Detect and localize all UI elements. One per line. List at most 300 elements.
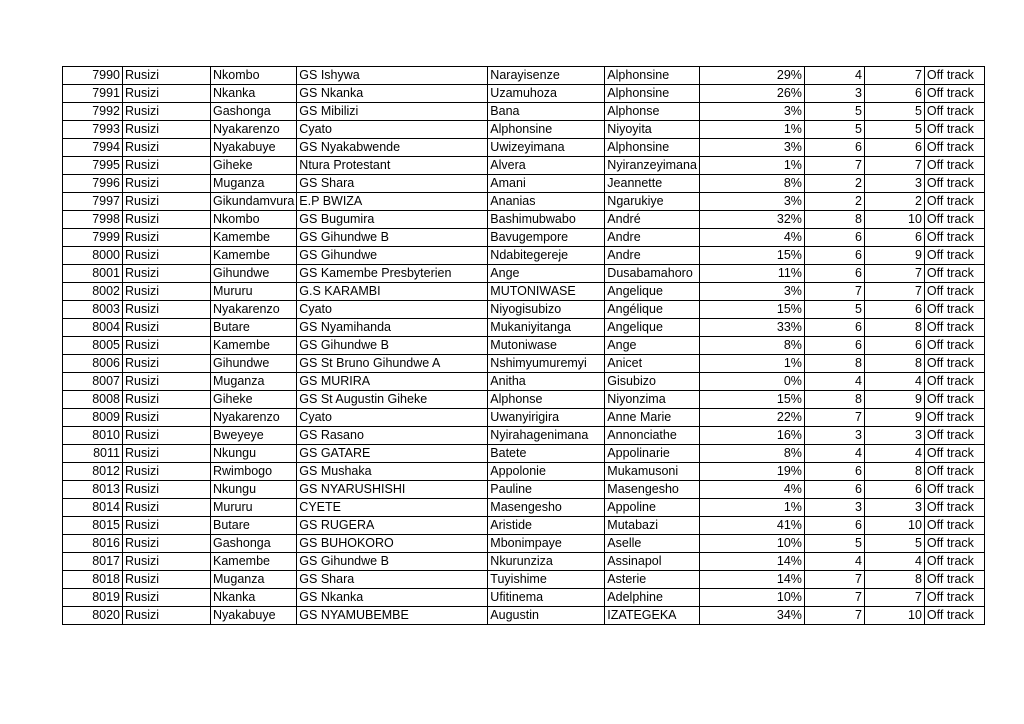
school-cell: GS St Bruno Gihundwe A: [297, 355, 488, 373]
score-a-cell: 7: [804, 589, 864, 607]
district-cell: Rusizi: [123, 283, 211, 301]
status-cell: Off track: [924, 607, 984, 625]
row-number-cell: 7994: [63, 139, 123, 157]
score-a-cell: 6: [804, 337, 864, 355]
sector-cell: Giheke: [211, 157, 297, 175]
last-name-cell: Batete: [488, 445, 605, 463]
school-cell: Cyato: [297, 409, 488, 427]
school-cell: GS Gihundwe B: [297, 337, 488, 355]
score-b-cell: 5: [864, 121, 924, 139]
school-cell: G.S KARAMBI: [297, 283, 488, 301]
percent-cell: 22%: [699, 409, 804, 427]
sector-cell: Gashonga: [211, 103, 297, 121]
district-cell: Rusizi: [123, 337, 211, 355]
last-name-cell: Ananias: [488, 193, 605, 211]
status-cell: Off track: [924, 463, 984, 481]
row-number-cell: 8018: [63, 571, 123, 589]
row-number-cell: 8016: [63, 535, 123, 553]
score-a-cell: 6: [804, 517, 864, 535]
district-cell: Rusizi: [123, 355, 211, 373]
status-cell: Off track: [924, 265, 984, 283]
table-row: [63, 157, 985, 175]
first-name-cell: Niyoyita: [605, 121, 700, 139]
district-cell: Rusizi: [123, 499, 211, 517]
last-name-cell: Bashimubwabo: [488, 211, 605, 229]
first-name-cell: Gisubizo: [605, 373, 700, 391]
percent-cell: 34%: [699, 607, 804, 625]
sector-cell: Gikundamvura: [211, 193, 297, 211]
score-a-cell: 5: [804, 535, 864, 553]
last-name-cell: Masengesho: [488, 499, 605, 517]
score-b-cell: 8: [864, 319, 924, 337]
last-name-cell: Bana: [488, 103, 605, 121]
score-b-cell: 7: [864, 157, 924, 175]
score-a-cell: 2: [804, 193, 864, 211]
status-cell: Off track: [924, 445, 984, 463]
first-name-cell: Niyonzima: [605, 391, 700, 409]
percent-cell: 3%: [699, 283, 804, 301]
first-name-cell: Andre: [605, 247, 700, 265]
first-name-cell: Appoline: [605, 499, 700, 517]
school-cell: GS Gihundwe: [297, 247, 488, 265]
table-row: [63, 85, 985, 103]
school-cell: Ntura Protestant: [297, 157, 488, 175]
percent-cell: 29%: [699, 67, 804, 85]
last-name-cell: MUTONIWASE: [488, 283, 605, 301]
first-name-cell: Alphonsine: [605, 139, 700, 157]
row-number-cell: 7993: [63, 121, 123, 139]
school-cell: GS MURIRA: [297, 373, 488, 391]
last-name-cell: Mukaniyitanga: [488, 319, 605, 337]
sector-cell: Nkungu: [211, 445, 297, 463]
sector-cell: Rwimbogo: [211, 463, 297, 481]
percent-cell: 8%: [699, 337, 804, 355]
table-row: [63, 229, 985, 247]
row-number-cell: 8020: [63, 607, 123, 625]
row-number-cell: 8014: [63, 499, 123, 517]
sector-cell: Nyakarenzo: [211, 121, 297, 139]
score-a-cell: 8: [804, 211, 864, 229]
percent-cell: 3%: [699, 139, 804, 157]
row-number-cell: 7996: [63, 175, 123, 193]
status-cell: Off track: [924, 121, 984, 139]
sector-cell: Kamembe: [211, 247, 297, 265]
district-cell: Rusizi: [123, 229, 211, 247]
score-b-cell: 9: [864, 391, 924, 409]
percent-cell: 16%: [699, 427, 804, 445]
table-row: [63, 535, 985, 553]
school-cell: CYETE: [297, 499, 488, 517]
table-row: [63, 121, 985, 139]
percent-cell: 1%: [699, 121, 804, 139]
last-name-cell: Tuyishime: [488, 571, 605, 589]
status-cell: Off track: [924, 139, 984, 157]
score-b-cell: 6: [864, 229, 924, 247]
percent-cell: 15%: [699, 247, 804, 265]
score-b-cell: 4: [864, 553, 924, 571]
last-name-cell: Ndabitegereje: [488, 247, 605, 265]
status-cell: Off track: [924, 319, 984, 337]
last-name-cell: Anitha: [488, 373, 605, 391]
sector-cell: Kamembe: [211, 553, 297, 571]
table-row: [63, 355, 985, 373]
row-number-cell: 8004: [63, 319, 123, 337]
score-a-cell: 2: [804, 175, 864, 193]
row-number-cell: 7990: [63, 67, 123, 85]
row-number-cell: 7998: [63, 211, 123, 229]
sector-cell: Bweyeye: [211, 427, 297, 445]
percent-cell: 3%: [699, 193, 804, 211]
school-cell: GS Bugumira: [297, 211, 488, 229]
district-cell: Rusizi: [123, 301, 211, 319]
sector-cell: Nkombo: [211, 67, 297, 85]
row-number-cell: 7991: [63, 85, 123, 103]
table-row: [63, 139, 985, 157]
table-row: [63, 211, 985, 229]
row-number-cell: 8008: [63, 391, 123, 409]
table-row: [63, 607, 985, 625]
score-a-cell: 3: [804, 499, 864, 517]
first-name-cell: Jeannette: [605, 175, 700, 193]
sector-cell: Gihundwe: [211, 355, 297, 373]
first-name-cell: Mukamusoni: [605, 463, 700, 481]
sector-cell: Mururu: [211, 283, 297, 301]
district-cell: Rusizi: [123, 445, 211, 463]
last-name-cell: Aristide: [488, 517, 605, 535]
district-cell: Rusizi: [123, 571, 211, 589]
school-cell: GS NYAMUBEMBE: [297, 607, 488, 625]
score-a-cell: 4: [804, 553, 864, 571]
row-number-cell: 8006: [63, 355, 123, 373]
score-b-cell: 3: [864, 499, 924, 517]
score-a-cell: 4: [804, 67, 864, 85]
sector-cell: Butare: [211, 517, 297, 535]
row-number-cell: 8015: [63, 517, 123, 535]
percent-cell: 1%: [699, 499, 804, 517]
percent-cell: 0%: [699, 373, 804, 391]
last-name-cell: Narayisenze: [488, 67, 605, 85]
table-row: [63, 589, 985, 607]
status-cell: Off track: [924, 283, 984, 301]
last-name-cell: Alphonsine: [488, 121, 605, 139]
district-cell: Rusizi: [123, 211, 211, 229]
last-name-cell: Bavugempore: [488, 229, 605, 247]
first-name-cell: Andre: [605, 229, 700, 247]
table-row: [63, 409, 985, 427]
status-cell: Off track: [924, 67, 984, 85]
school-cell: GS Gihundwe B: [297, 229, 488, 247]
status-cell: Off track: [924, 301, 984, 319]
table-row: [63, 193, 985, 211]
status-cell: Off track: [924, 247, 984, 265]
score-b-cell: 7: [864, 265, 924, 283]
score-a-cell: 6: [804, 463, 864, 481]
score-b-cell: 4: [864, 373, 924, 391]
score-b-cell: 8: [864, 355, 924, 373]
score-b-cell: 4: [864, 445, 924, 463]
status-cell: Off track: [924, 481, 984, 499]
score-a-cell: 7: [804, 571, 864, 589]
score-a-cell: 8: [804, 355, 864, 373]
first-name-cell: Assinapol: [605, 553, 700, 571]
first-name-cell: IZATEGEKA: [605, 607, 700, 625]
status-cell: Off track: [924, 571, 984, 589]
school-cell: GS NYARUSHISHI: [297, 481, 488, 499]
last-name-cell: Mutoniwase: [488, 337, 605, 355]
percent-cell: 1%: [699, 355, 804, 373]
score-a-cell: 6: [804, 481, 864, 499]
percent-cell: 15%: [699, 301, 804, 319]
first-name-cell: Aselle: [605, 535, 700, 553]
status-cell: Off track: [924, 103, 984, 121]
table-row: [63, 463, 985, 481]
school-cell: GS Nyakabwende: [297, 139, 488, 157]
score-a-cell: 7: [804, 607, 864, 625]
sector-cell: Nkanka: [211, 589, 297, 607]
score-a-cell: 6: [804, 265, 864, 283]
first-name-cell: Ange: [605, 337, 700, 355]
score-b-cell: 10: [864, 211, 924, 229]
score-b-cell: 8: [864, 571, 924, 589]
row-number-cell: 8011: [63, 445, 123, 463]
row-number-cell: 8007: [63, 373, 123, 391]
table-row: [63, 301, 985, 319]
school-cell: GS Ishywa: [297, 67, 488, 85]
percent-cell: 8%: [699, 175, 804, 193]
last-name-cell: Augustin: [488, 607, 605, 625]
first-name-cell: Angélique: [605, 301, 700, 319]
status-cell: Off track: [924, 229, 984, 247]
first-name-cell: Mutabazi: [605, 517, 700, 535]
status-cell: Off track: [924, 211, 984, 229]
first-name-cell: Alphonsine: [605, 85, 700, 103]
sector-cell: Butare: [211, 319, 297, 337]
row-number-cell: 8002: [63, 283, 123, 301]
row-number-cell: 8017: [63, 553, 123, 571]
status-cell: Off track: [924, 355, 984, 373]
score-a-cell: 6: [804, 247, 864, 265]
district-cell: Rusizi: [123, 535, 211, 553]
sector-cell: Kamembe: [211, 229, 297, 247]
table-row: [63, 175, 985, 193]
percent-cell: 26%: [699, 85, 804, 103]
last-name-cell: Mbonimpaye: [488, 535, 605, 553]
status-cell: Off track: [924, 391, 984, 409]
percent-cell: 14%: [699, 553, 804, 571]
sector-cell: Nkanka: [211, 85, 297, 103]
district-cell: Rusizi: [123, 139, 211, 157]
last-name-cell: Nkurunziza: [488, 553, 605, 571]
table-row: [63, 481, 985, 499]
table-row: [63, 337, 985, 355]
row-number-cell: 8000: [63, 247, 123, 265]
sector-cell: Nyakarenzo: [211, 301, 297, 319]
table-row: [63, 445, 985, 463]
first-name-cell: Adelphine: [605, 589, 700, 607]
district-cell: Rusizi: [123, 517, 211, 535]
row-number-cell: 8019: [63, 589, 123, 607]
score-a-cell: 4: [804, 373, 864, 391]
last-name-cell: Nshimyumuremyi: [488, 355, 605, 373]
last-name-cell: Appolonie: [488, 463, 605, 481]
school-cell: Cyato: [297, 121, 488, 139]
score-b-cell: 9: [864, 247, 924, 265]
score-b-cell: 6: [864, 301, 924, 319]
status-cell: Off track: [924, 535, 984, 553]
status-cell: Off track: [924, 85, 984, 103]
district-cell: Rusizi: [123, 589, 211, 607]
score-a-cell: 5: [804, 301, 864, 319]
score-b-cell: 6: [864, 337, 924, 355]
school-cell: GS Nyamihanda: [297, 319, 488, 337]
district-cell: Rusizi: [123, 427, 211, 445]
status-cell: Off track: [924, 553, 984, 571]
school-cell: GS Nkanka: [297, 85, 488, 103]
status-cell: Off track: [924, 409, 984, 427]
score-b-cell: 8: [864, 463, 924, 481]
first-name-cell: Alphonse: [605, 103, 700, 121]
score-b-cell: 6: [864, 85, 924, 103]
table-row: [63, 103, 985, 121]
last-name-cell: Alphonse: [488, 391, 605, 409]
school-cell: GS RUGERA: [297, 517, 488, 535]
district-cell: Rusizi: [123, 103, 211, 121]
score-b-cell: 3: [864, 427, 924, 445]
district-cell: Rusizi: [123, 391, 211, 409]
score-a-cell: 3: [804, 85, 864, 103]
sector-cell: Giheke: [211, 391, 297, 409]
first-name-cell: Appolinarie: [605, 445, 700, 463]
school-cell: GS Nkanka: [297, 589, 488, 607]
table-row: [63, 427, 985, 445]
sector-cell: Gihundwe: [211, 265, 297, 283]
score-a-cell: 4: [804, 445, 864, 463]
score-b-cell: 7: [864, 283, 924, 301]
score-b-cell: 3: [864, 175, 924, 193]
score-b-cell: 2: [864, 193, 924, 211]
score-b-cell: 5: [864, 103, 924, 121]
row-number-cell: 7997: [63, 193, 123, 211]
table-row: [63, 319, 985, 337]
score-b-cell: 5: [864, 535, 924, 553]
row-number-cell: 8009: [63, 409, 123, 427]
district-cell: Rusizi: [123, 409, 211, 427]
score-a-cell: 5: [804, 121, 864, 139]
school-cell: GS Mibilizi: [297, 103, 488, 121]
table-row: [63, 247, 985, 265]
first-name-cell: Dusabamahoro: [605, 265, 700, 283]
score-b-cell: 9: [864, 409, 924, 427]
status-cell: Off track: [924, 517, 984, 535]
district-cell: Rusizi: [123, 193, 211, 211]
school-cell: GS Mushaka: [297, 463, 488, 481]
sector-cell: Nkungu: [211, 481, 297, 499]
last-name-cell: Ufitinema: [488, 589, 605, 607]
score-a-cell: 3: [804, 427, 864, 445]
first-name-cell: Angelique: [605, 319, 700, 337]
percent-cell: 15%: [699, 391, 804, 409]
sector-cell: Muganza: [211, 175, 297, 193]
table-row: [63, 265, 985, 283]
first-name-cell: Anne Marie: [605, 409, 700, 427]
percent-cell: 11%: [699, 265, 804, 283]
first-name-cell: Alphonsine: [605, 67, 700, 85]
sector-cell: Mururu: [211, 499, 297, 517]
table-row: [63, 571, 985, 589]
row-number-cell: 8005: [63, 337, 123, 355]
district-cell: Rusizi: [123, 481, 211, 499]
row-number-cell: 8001: [63, 265, 123, 283]
district-cell: Rusizi: [123, 373, 211, 391]
percent-cell: 19%: [699, 463, 804, 481]
score-b-cell: 7: [864, 589, 924, 607]
table-row: [63, 391, 985, 409]
district-cell: Rusizi: [123, 247, 211, 265]
row-number-cell: 7992: [63, 103, 123, 121]
score-a-cell: 6: [804, 229, 864, 247]
last-name-cell: Uwizeyimana: [488, 139, 605, 157]
data-table: [62, 66, 985, 625]
first-name-cell: Nyiranzeyimana: [605, 157, 700, 175]
district-cell: Rusizi: [123, 175, 211, 193]
sector-cell: Kamembe: [211, 337, 297, 355]
percent-cell: 10%: [699, 535, 804, 553]
school-cell: GS Kamembe Presbyterien: [297, 265, 488, 283]
school-cell: GS Rasano: [297, 427, 488, 445]
first-name-cell: Annonciathe: [605, 427, 700, 445]
status-cell: Off track: [924, 157, 984, 175]
first-name-cell: André: [605, 211, 700, 229]
district-cell: Rusizi: [123, 121, 211, 139]
score-b-cell: 6: [864, 139, 924, 157]
row-number-cell: 8010: [63, 427, 123, 445]
percent-cell: 10%: [699, 589, 804, 607]
score-a-cell: 6: [804, 319, 864, 337]
status-cell: Off track: [924, 337, 984, 355]
row-number-cell: 8013: [63, 481, 123, 499]
table-row: [63, 517, 985, 535]
school-cell: E.P BWIZA: [297, 193, 488, 211]
school-cell: GS Gihundwe B: [297, 553, 488, 571]
table-row: [63, 283, 985, 301]
first-name-cell: Masengesho: [605, 481, 700, 499]
percent-cell: 3%: [699, 103, 804, 121]
percent-cell: 1%: [699, 157, 804, 175]
district-cell: Rusizi: [123, 607, 211, 625]
percent-cell: 33%: [699, 319, 804, 337]
last-name-cell: Alvera: [488, 157, 605, 175]
school-cell: GS Shara: [297, 571, 488, 589]
school-cell: GS BUHOKORO: [297, 535, 488, 553]
score-a-cell: 6: [804, 139, 864, 157]
row-number-cell: 8003: [63, 301, 123, 319]
status-cell: Off track: [924, 193, 984, 211]
last-name-cell: Nyirahagenimana: [488, 427, 605, 445]
percent-cell: 41%: [699, 517, 804, 535]
sector-cell: Gashonga: [211, 535, 297, 553]
score-b-cell: 7: [864, 67, 924, 85]
table-row: [63, 373, 985, 391]
row-number-cell: 7995: [63, 157, 123, 175]
school-cell: GS GATARE: [297, 445, 488, 463]
table-row: [63, 499, 985, 517]
sector-cell: Nyakabuye: [211, 139, 297, 157]
row-number-cell: 8012: [63, 463, 123, 481]
status-cell: Off track: [924, 373, 984, 391]
last-name-cell: Niyogisubizo: [488, 301, 605, 319]
sector-cell: Muganza: [211, 571, 297, 589]
status-cell: Off track: [924, 427, 984, 445]
